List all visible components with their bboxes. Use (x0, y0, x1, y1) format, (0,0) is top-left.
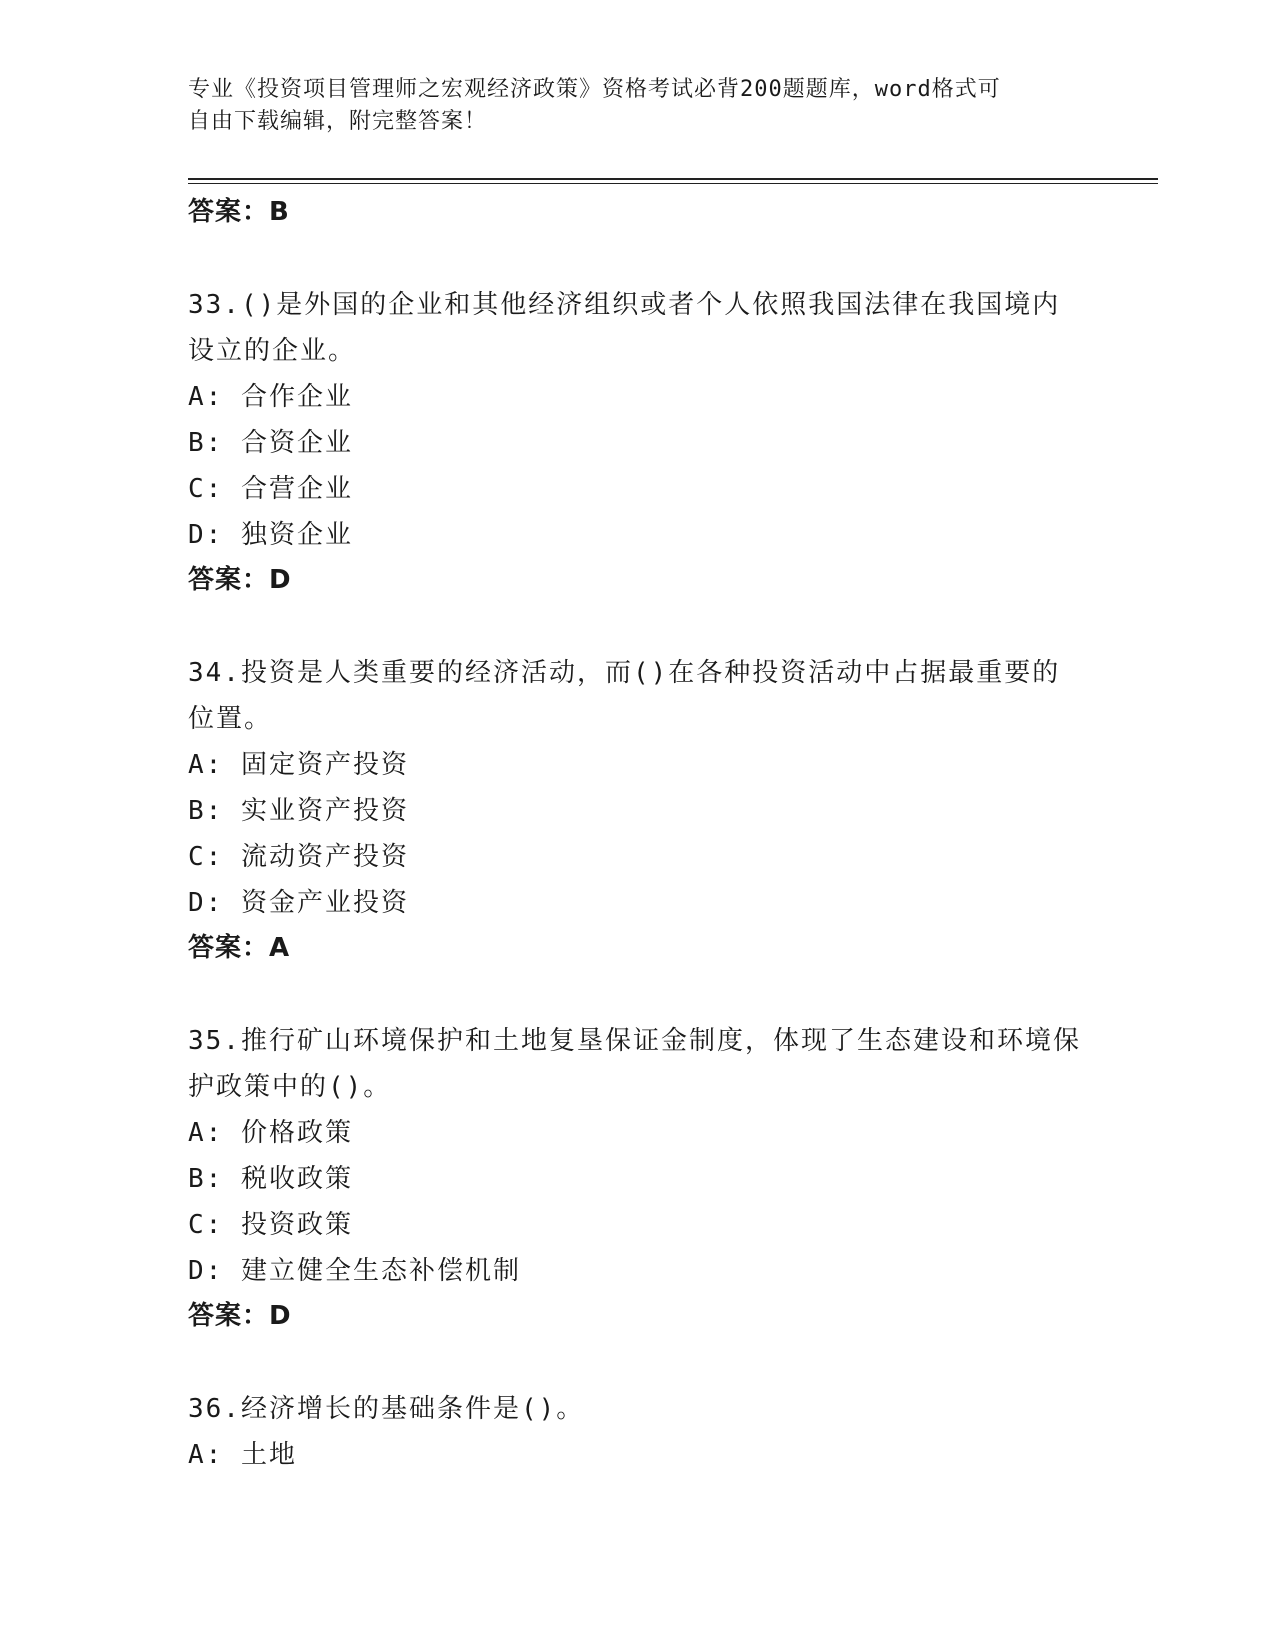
header-rule-thin (188, 183, 1158, 184)
question-34 (188, 650, 1088, 970)
previous-answer: 答案：B (188, 197, 290, 227)
header-line-2: 自由下载编辑，附完整答案！ (188, 109, 488, 134)
option-a: A: 合作企业 (188, 382, 353, 412)
option-d: D: 建立健全生态补偿机制 (188, 1256, 521, 1286)
question-35 (188, 1018, 1088, 1338)
option-a: A: 固定资产投资 (188, 750, 409, 780)
answer-line: 答案：D (188, 1301, 292, 1331)
option-b: B: 税收政策 (188, 1164, 353, 1194)
document-header (188, 74, 1078, 138)
question-33 (188, 282, 1088, 602)
option-b: B: 实业资产投资 (188, 796, 409, 826)
header-rule-thick (188, 178, 1158, 180)
question-stem: 36.经济增长的基础条件是()。 (188, 1394, 585, 1424)
option-d: D: 资金产业投资 (188, 888, 409, 918)
header-line-1: 专业《投资项目管理师之宏观经济政策》资格考试必背200题题库，word格式可 (188, 77, 1001, 102)
option-d: D: 独资企业 (188, 520, 353, 550)
option-c: C: 流动资产投资 (188, 842, 409, 872)
answer-line: 答案：A (188, 933, 291, 963)
option-c: C: 投资政策 (188, 1210, 353, 1240)
option-c: C: 合营企业 (188, 474, 353, 504)
question-36 (188, 1386, 1088, 1478)
option-a: A: 价格政策 (188, 1118, 353, 1148)
question-stem: 33.()是外国的企业和其他经济组织或者个人依照我国法律在我国境内设立的企业。 (188, 290, 1061, 366)
question-stem: 35.推行矿山环境保护和土地复垦保证金制度，体现了生态建设和环境保护政策中的()。 (188, 1026, 1081, 1102)
question-list (188, 190, 1088, 1478)
option-b: B: 合资企业 (188, 428, 353, 458)
option-a: A: 土地 (188, 1440, 297, 1470)
answer-line: 答案：D (188, 565, 292, 595)
question-stem: 34.投资是人类重要的经济活动，而()在各种投资活动中占据最重要的位置。 (188, 658, 1061, 734)
